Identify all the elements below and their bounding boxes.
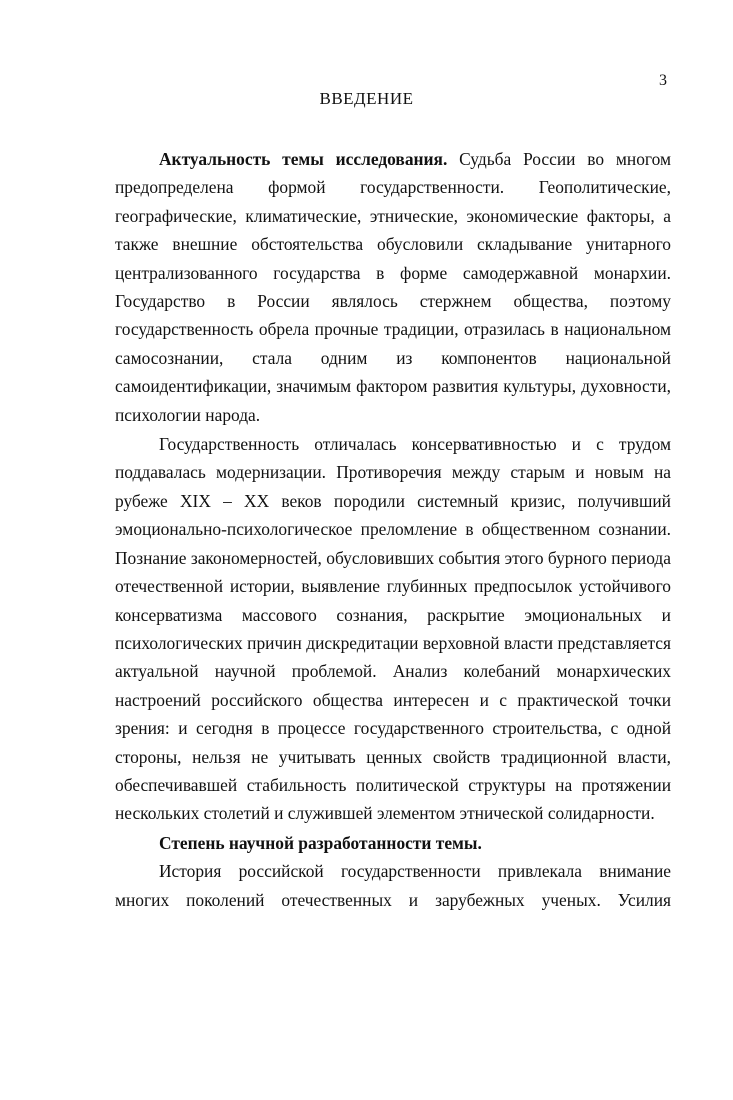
text-line: также внешние обстоятельства обусловили складывание унитарного <box>115 234 671 255</box>
section-heading: ВВЕДЕНИЕ <box>319 89 414 108</box>
text-line: психологии народа. <box>115 404 261 425</box>
text-line: самоидентификации, значимым фактором развития культуры, духовности, <box>115 376 671 397</box>
relevance-lead: Актуальность темы исследования. <box>159 149 448 169</box>
text-line: консерватизма массового сознания, раскрытие эмоциональных и <box>115 604 671 625</box>
text-line: самосознании, стала одним из компонентов национальной <box>115 347 671 368</box>
text-line: географические, климатические, этнические, экономические факторы, а <box>115 205 671 226</box>
text-line: государственность обрела прочные традиции, отразилась в национальном <box>115 319 671 340</box>
text-line: актуальной научной проблемой. Анализ колебаний монархических <box>115 661 671 682</box>
text-line: психологических причин дискредитации верховной власти представляется <box>115 632 671 653</box>
text-line: многих поколений отечественных и зарубежных ученых. Усилия <box>115 889 671 910</box>
text-line: предопределена формой государственности. Геополитические, <box>115 177 671 198</box>
text-line: Актуальность темы исследования. Судьба России во многом <box>159 149 671 169</box>
paragraph-relevance <box>115 145 671 429</box>
text-line: Государственность отличалась консервативностью и с трудом <box>159 434 671 455</box>
text-line: централизованного государства в форме самодержавной монархии. <box>115 262 671 283</box>
text-line: стороны, нельзя не учитывать ценных свойств традиционной власти, <box>115 746 671 767</box>
text-line: обеспечивавшей стабильность политической структуры на протяжении <box>115 774 671 795</box>
text-line: Познание закономерностей, обусловивших события этого бурного периода <box>115 547 671 568</box>
page-number: 3 <box>659 72 667 89</box>
paragraph-history <box>115 857 671 914</box>
text-line: История российской государственности привлекала внимание <box>159 861 671 882</box>
subsection-heading <box>115 829 671 857</box>
text-line: поддавалась модернизации. Противоречия между старым и новым на <box>115 462 671 483</box>
text-line: зрения: и сегодня в процессе государственного строительства, с одной <box>115 718 671 739</box>
text-line: отечественной истории, выявление глубинных предпосылок устойчивого <box>115 576 671 597</box>
document-body <box>115 145 671 914</box>
subsection-heading-text: Степень научной разработанности темы. <box>159 832 482 853</box>
text-line: рубеже XIX – XX веков породили системный кризис, получивший <box>115 490 671 511</box>
text-line: Государство в России являлось стержнем общества, поэтому <box>115 291 671 312</box>
text-line: настроений российского общества интересен и с практической точки <box>115 689 671 710</box>
text-line: нескольких столетий и служившей элементом этнической солидарности. <box>115 803 655 824</box>
text-line: эмоционально-психологическое преломление в общественном сознании. <box>115 519 671 540</box>
paragraph-state <box>115 430 671 828</box>
